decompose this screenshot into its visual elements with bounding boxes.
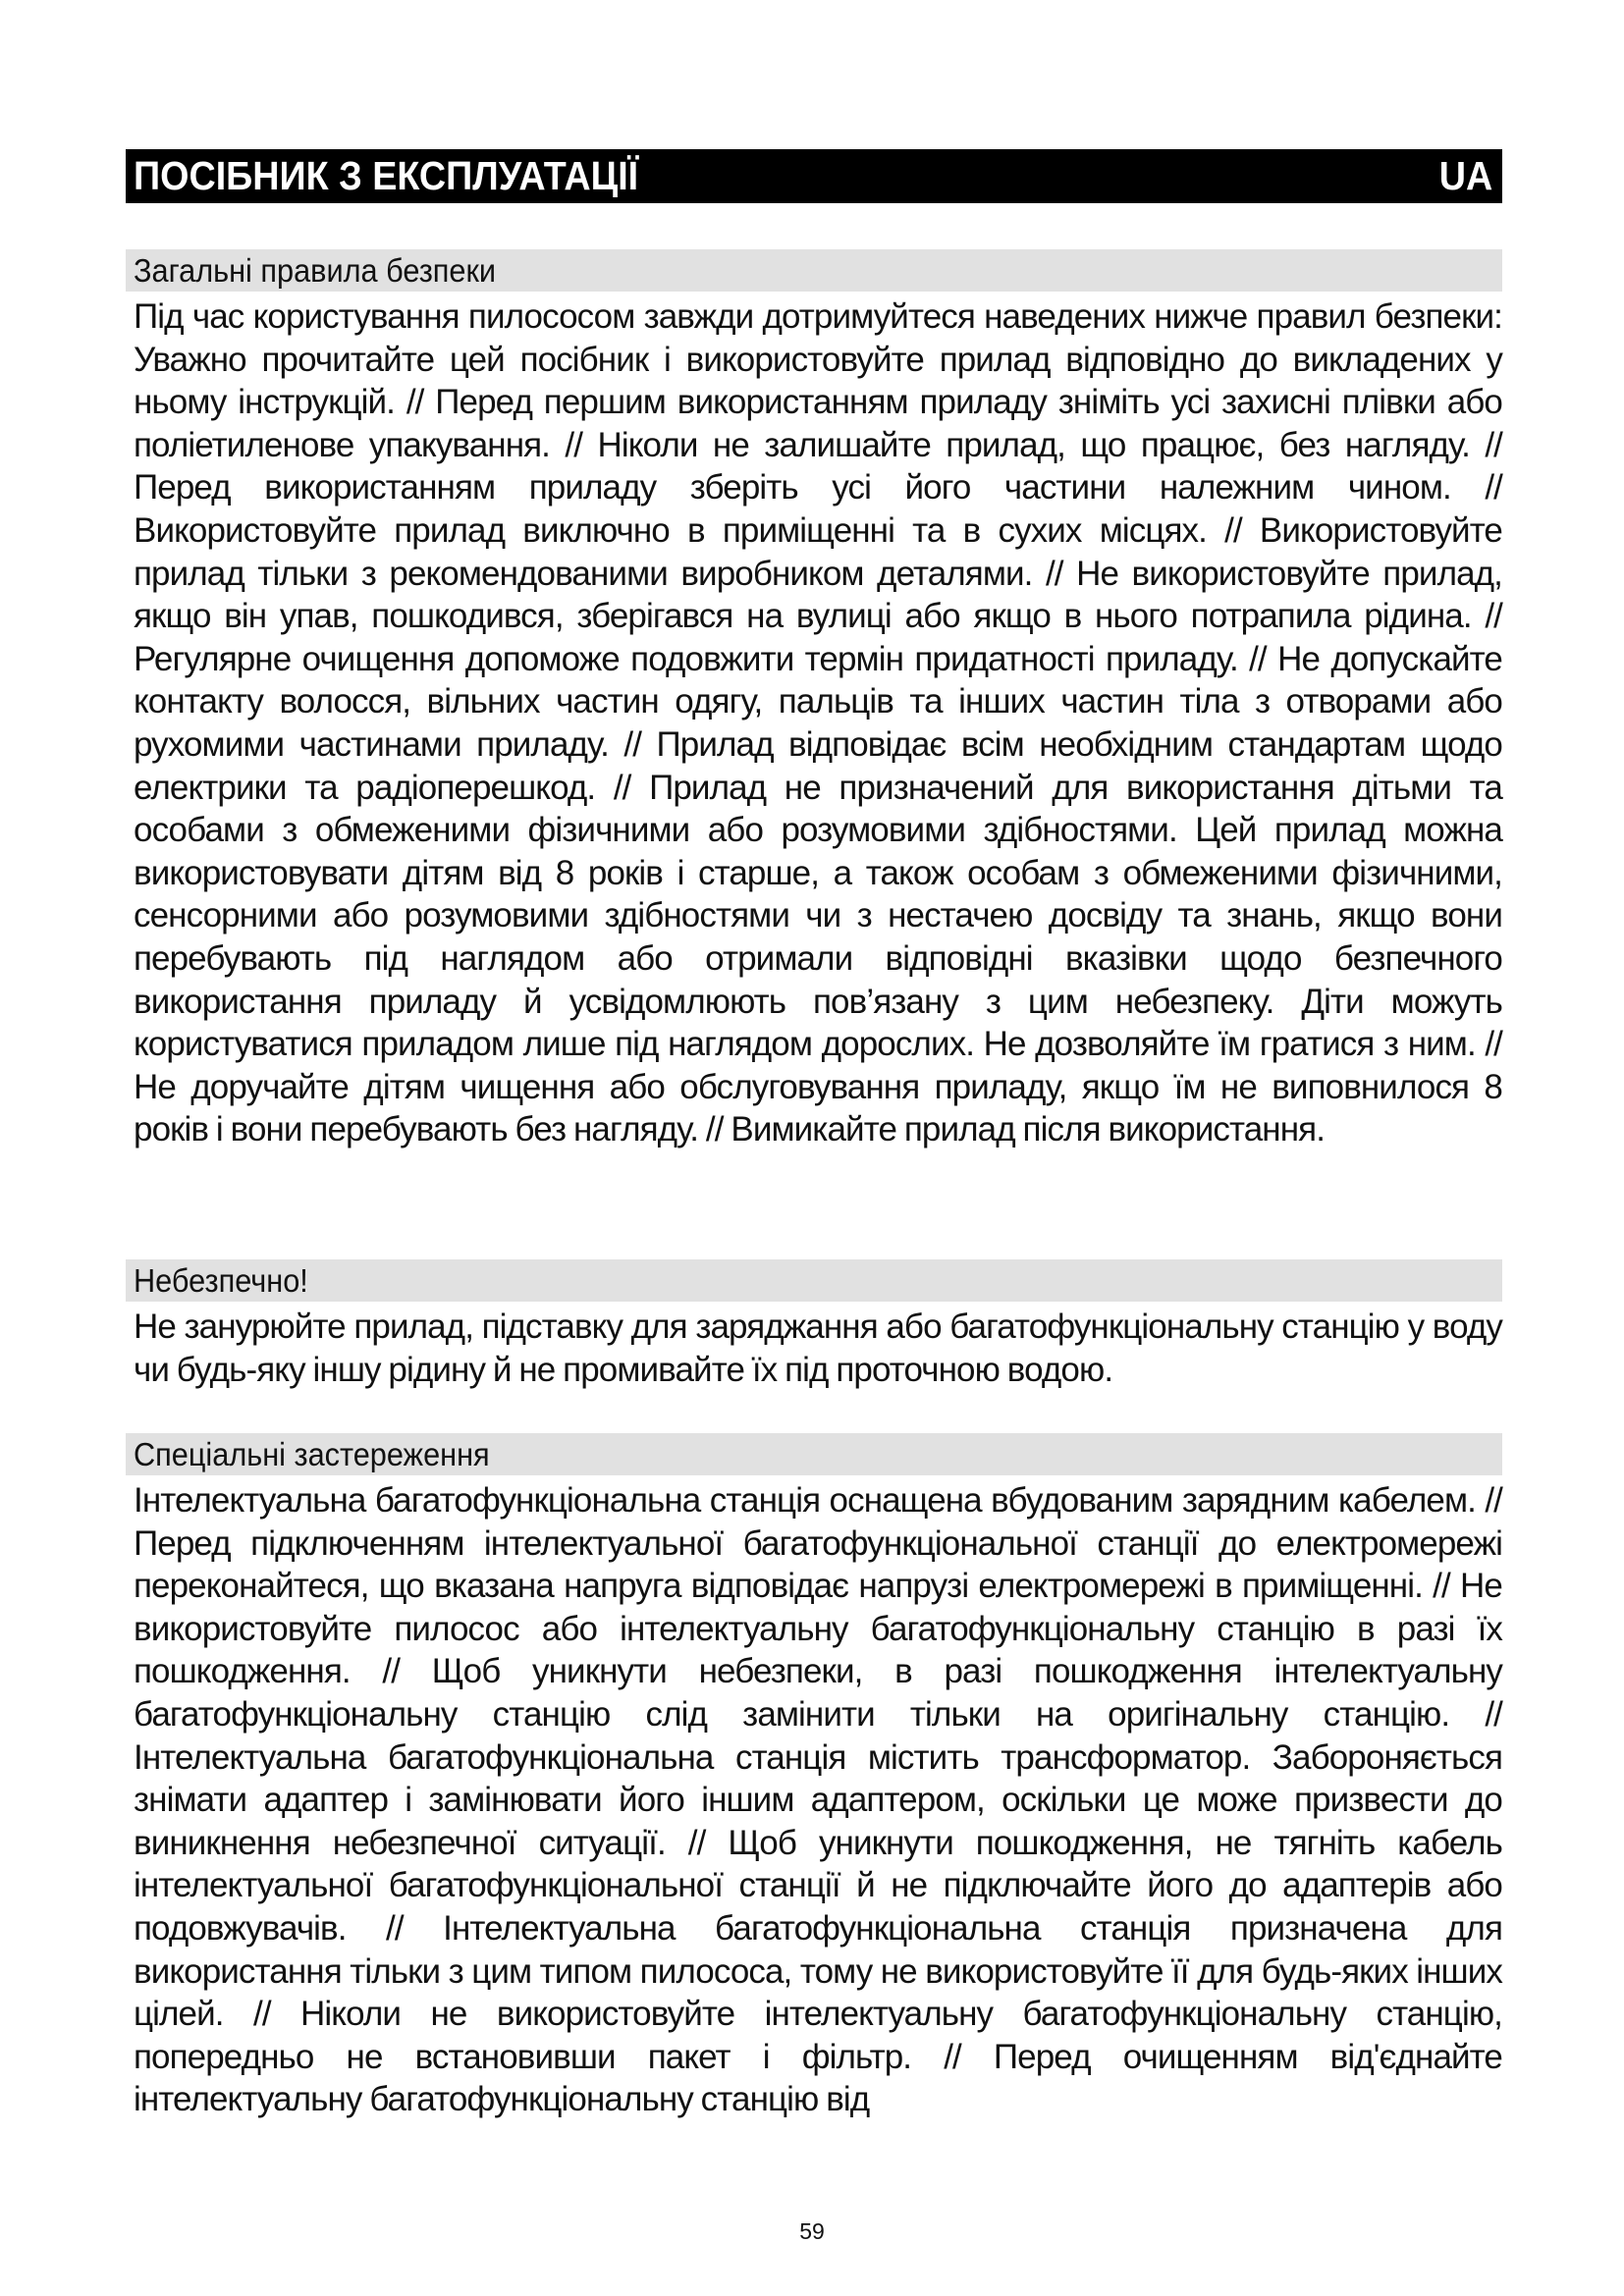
general-safety-text: Під час користування пилососом завжди дотримуйтеся наведених нижче правил безпеки: Уважно прочитайте цей посібник і використовуйте прилад відповідно до викладених у ньому інструкцій. // Перед першим використанням приладу зніміть усі захисні плівки або поліетиленове упакування. // Ніколи не залишайте прилад, що працює, без нагляду. // Перед використанням приладу зберіть усі його частини належним чином. // Використовуйте прилад виключно в приміщенні та в сухих місцях. // Використовуйте прилад тільки з рекомендованими виробником деталями. // Не використовуйте прилад, якщо він упав, пошкодився, зберігався на вулиці або якщо в нього потрапила рідина. // Регулярне очищення допоможе подовжити термін придатності приладу. // Не допускайте контакту волосся, вільних частин одягу, пальців та інших частин тіла з отворами або рухомими частинами приладу. // Прилад відповідає всім необхідним стандартам щодо електрики та радіоперешкод. // Прилад не призначений для використання дітьми та особами з обмеженими фізичними або розумовими здібностями. Цей прилад можна використовувати дітям від 8 років і старше, а також особам з обмеженими фізичними, сенсорними або розумовими здібностями чи з нестачею досвіду та знань, якщо вони перебувають під наглядом або отримали відповідні вказівки щодо безпечного використання приладу й усвідомлюють пов’язану з цим небезпеку. Діти можуть користуватися приладом лише під наглядом дорослих. Не дозволяйте їм гратися з ним. // Не доручайте дітям чищення або обслуговування приладу, якщо їм не виповнилося 8 років і вони перебувають без нагляду. // Вимикайте прилад після використання. <box>134 297 1502 1149</box>
section-heading-danger <box>126 1259 1502 1302</box>
section-heading-general-safety <box>126 249 1502 292</box>
section-heading-text: Загальні правила безпеки <box>134 251 497 289</box>
section-heading-text: Спеціальні застереження <box>134 1435 490 1472</box>
danger-text: Не занурюйте прилад, підставку для заряджання або багатофункціональну станцію у воду чи будь-яку іншу рідину й не промивайте їх під проточною водою. <box>134 1308 1502 1389</box>
section-heading-text: Небезпечно! <box>134 1261 308 1299</box>
page-title: ПОСІБНИК З ЕКСПЛУАТАЦІЇ <box>134 153 639 198</box>
page-number: 59 <box>799 2218 825 2244</box>
section-heading-special-warnings <box>126 1433 1502 1475</box>
language-code: UA <box>1438 153 1492 198</box>
header-bar <box>126 149 1502 203</box>
special-warnings-text: Інтелектуальна багатофункціональна станція оснащена вбудованим зарядним кабелем. // Перед підключенням інтелектуальної багатофункціональної станції до електромережі переконайтеся, що вказана напруга відповідає напрузі електромережі в приміщенні. // Не використовуйте пилосос або інтелектуальну багатофункціональну станцію в разі їх пошкодження. // Щоб уникнути небезпеки, в разі пошкодження інтелектуальну багатофункціональну станцію слід замінити тільки на оригінальну станцію. // Інтелектуальна багатофункціональна станція містить трансформатор. Забороняється знімати адаптер і замінювати його іншим адаптером, оскільки це може призвести до виникнення небезпечної ситуації. // Щоб уникнути пошкодження, не тягніть кабель інтелектуальної багатофункціональної станції й не підключайте його до адаптерів або подовжувачів. // Інтелектуальна багатофункціональна станція призначена для використання тільки з цим типом пилососа, тому не використовуйте її для будь-яких інших цілей. // Ніколи не використовуйте інтелектуальну багатофункціональну станцію, попередньо не встановивши пакет і фільтр. // Перед очищенням від'єднайте інтелектуальну багатофункціональну станцію від <box>134 1481 1502 2119</box>
